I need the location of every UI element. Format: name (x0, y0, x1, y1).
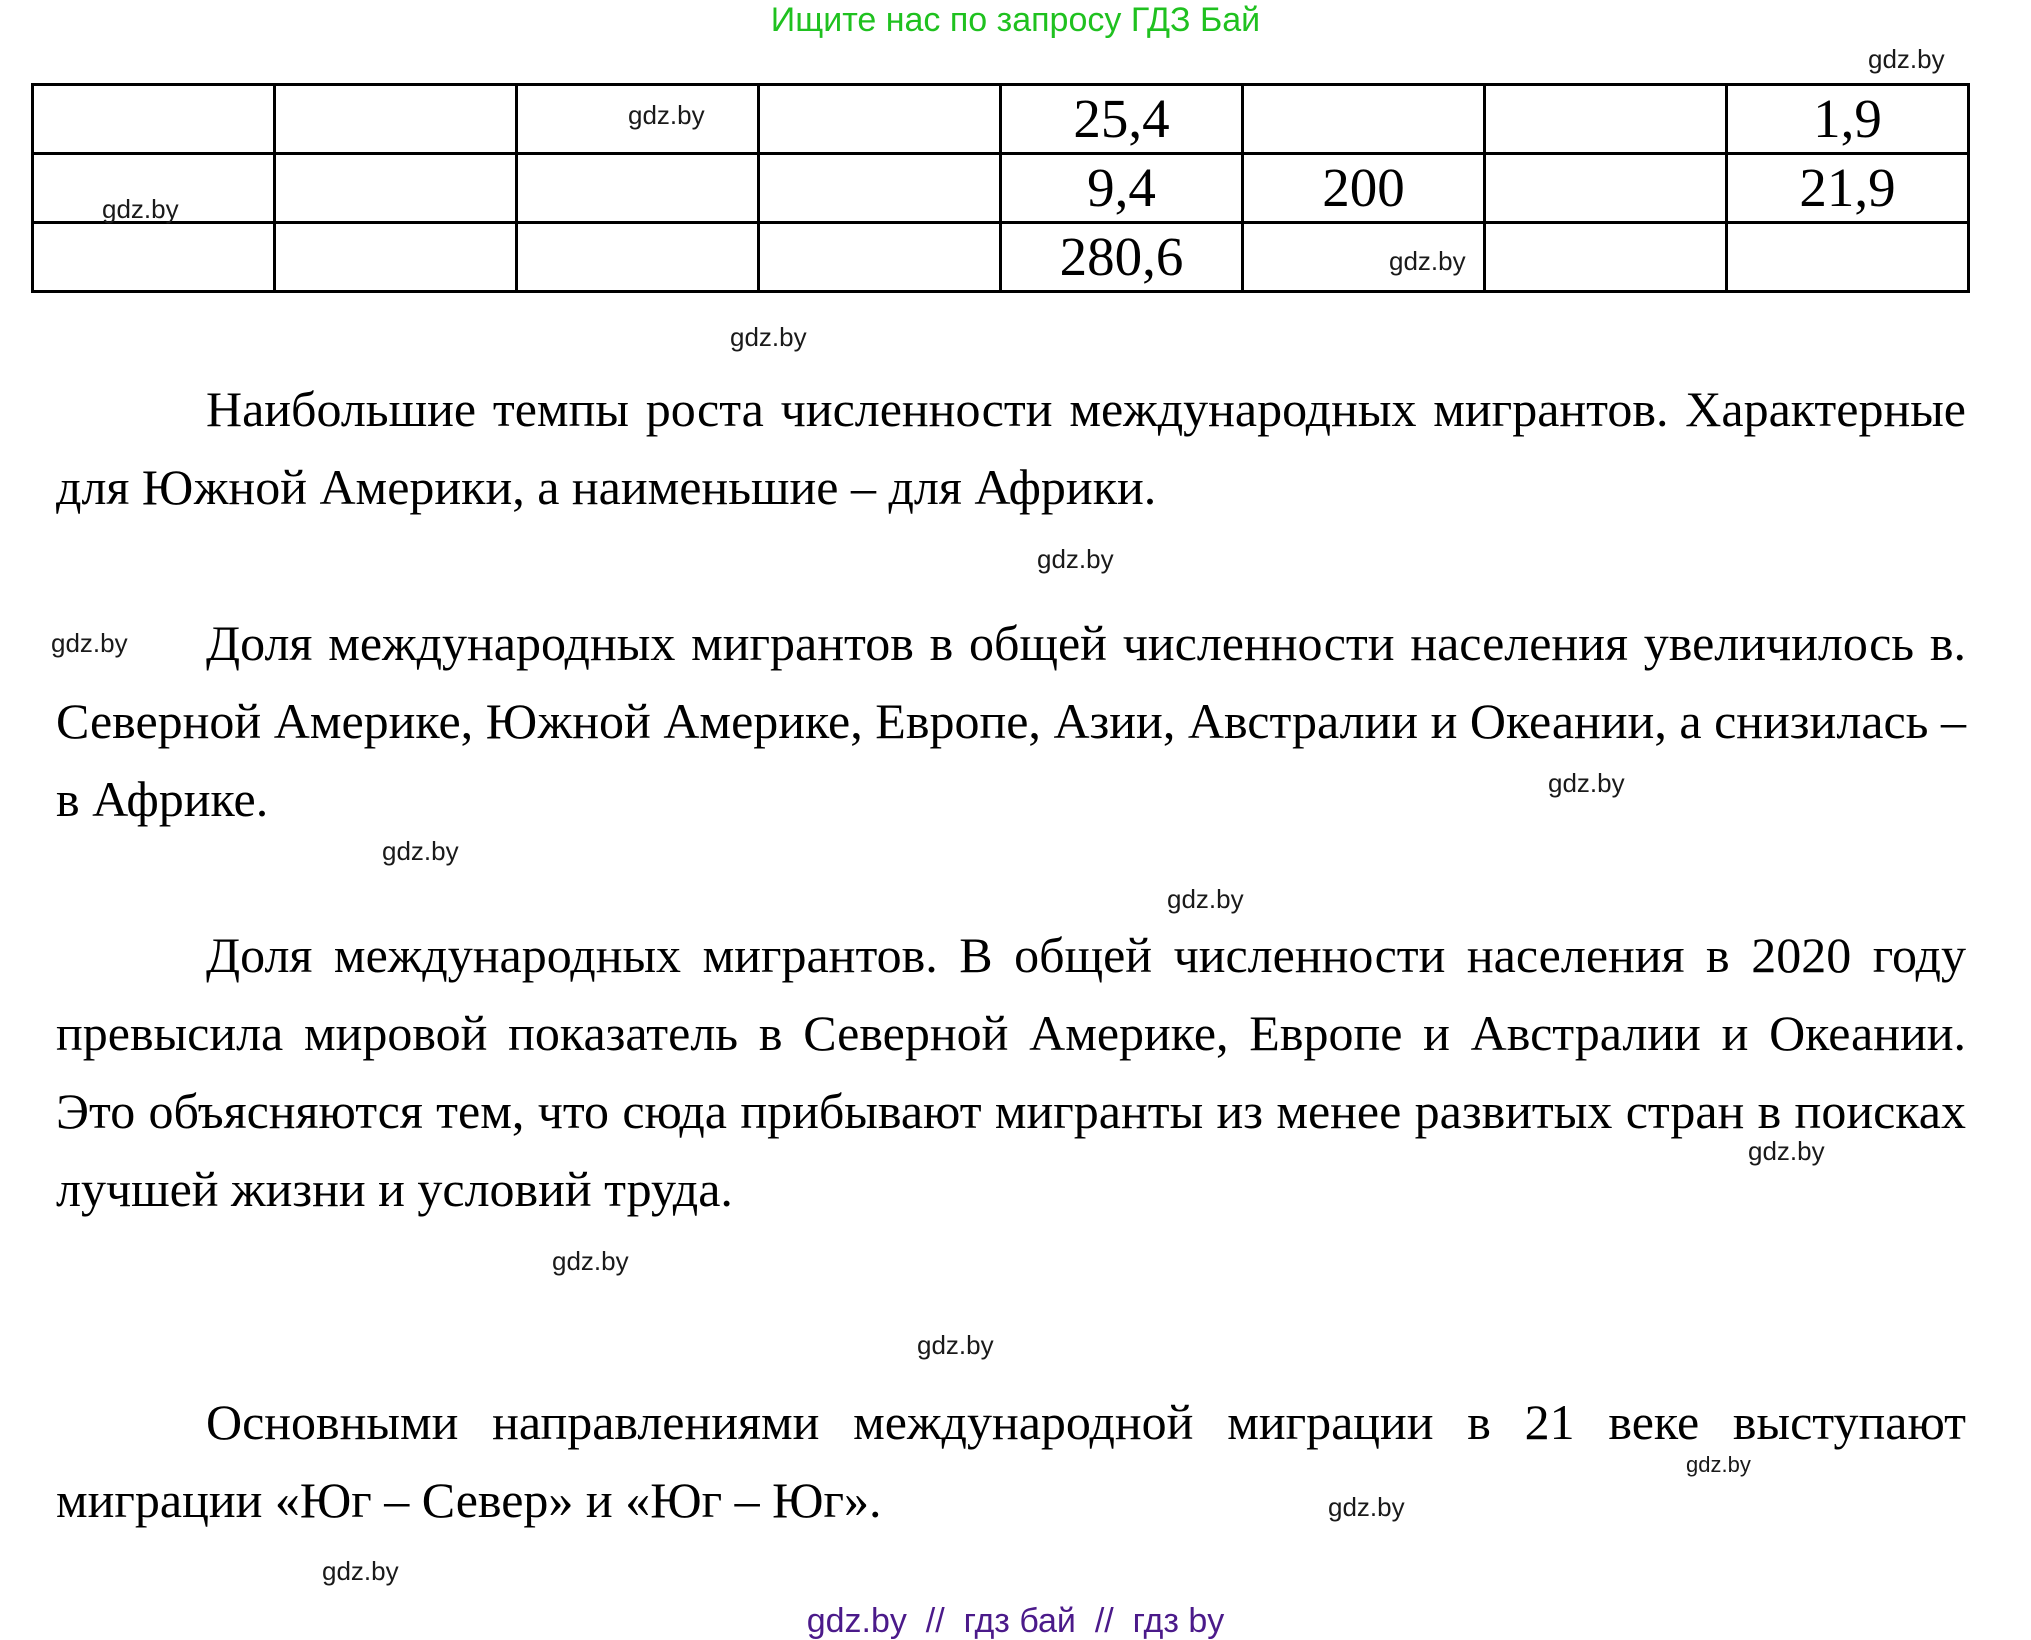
watermark: gdz.by (382, 836, 459, 866)
watermark: gdz.by (917, 1330, 994, 1360)
watermark: gdz.by (552, 1246, 629, 1276)
watermark: gdz.by (1167, 884, 1244, 914)
data-table (31, 83, 1970, 293)
watermark: gdz.by (1389, 246, 1466, 276)
table-cell: 21,9 (1727, 154, 1969, 223)
paragraph-text: Основными направлениями международной миграции в 21 веке выступают миграции «Юг – Север» и «Юг – Юг». (56, 1394, 1966, 1528)
watermark: gdz.by (51, 628, 128, 658)
table-cell (1485, 223, 1727, 292)
table-cell: 1,9 (1727, 85, 1969, 154)
table-cell (1243, 85, 1485, 154)
table-cell (275, 223, 517, 292)
watermark: gdz.by (1328, 1492, 1405, 1522)
table-cell (33, 223, 275, 292)
footer-links: gdz.by // гдз бай // гдз by (806, 1602, 1225, 1640)
watermark: gdz.by (628, 100, 705, 130)
table-cell (33, 85, 275, 154)
watermark: gdz.by (730, 322, 807, 352)
table-row (33, 154, 1969, 223)
watermark: gdz.by (1868, 44, 1945, 74)
paragraph-4 (56, 1383, 1966, 1539)
table-cell (1485, 85, 1727, 154)
table-cell: 280,6 (1001, 223, 1243, 292)
search-banner: Ищите нас по запросу ГДЗ Бай (770, 1, 1261, 39)
table-row (33, 85, 1969, 154)
paragraph-3 (56, 916, 1966, 1228)
watermark: gdz.by (1037, 544, 1114, 574)
watermark: gdz.by (322, 1556, 399, 1586)
table-cell (275, 154, 517, 223)
table-cell: 9,4 (1001, 154, 1243, 223)
table-cell (759, 154, 1001, 223)
table-cell (517, 154, 759, 223)
table-cell (1485, 154, 1727, 223)
paragraph-2 (56, 604, 1966, 838)
paragraph-text: Наибольшие темпы роста численности международных мигрантов. Характерные для Южной Америки, а наименьшие – для Африки. (56, 381, 1966, 515)
table-cell (759, 85, 1001, 154)
paragraph-1 (56, 370, 1966, 526)
paragraph-text: Доля международных мигрантов в общей численности населения увеличилось в. Северной Америке, Южной Америке, Европе, Азии, Австралии и Океании, а снизилась – в Африке. (56, 615, 1966, 827)
paragraph-text: Доля международных мигрантов. В общей численности населения в 2020 году превысила мировой показатель в Северной Америке, Европе и Австралии и Океании. Это объясняются тем, что сюда прибывают мигранты из менее развитых стран в поисках лучшей жизни и условий труда. (56, 927, 1966, 1217)
table-cell (275, 85, 517, 154)
watermark: gdz.by (1686, 1452, 1751, 1477)
watermark: gdz.by (1748, 1136, 1825, 1166)
watermark: gdz.by (102, 194, 179, 224)
watermark: gdz.by (1548, 768, 1625, 798)
table-cell (517, 223, 759, 292)
table-cell (759, 223, 1001, 292)
table-cell (1727, 223, 1969, 292)
table-cell: 25,4 (1001, 85, 1243, 154)
table-row (33, 223, 1969, 292)
table-cell: 200 (1243, 154, 1485, 223)
